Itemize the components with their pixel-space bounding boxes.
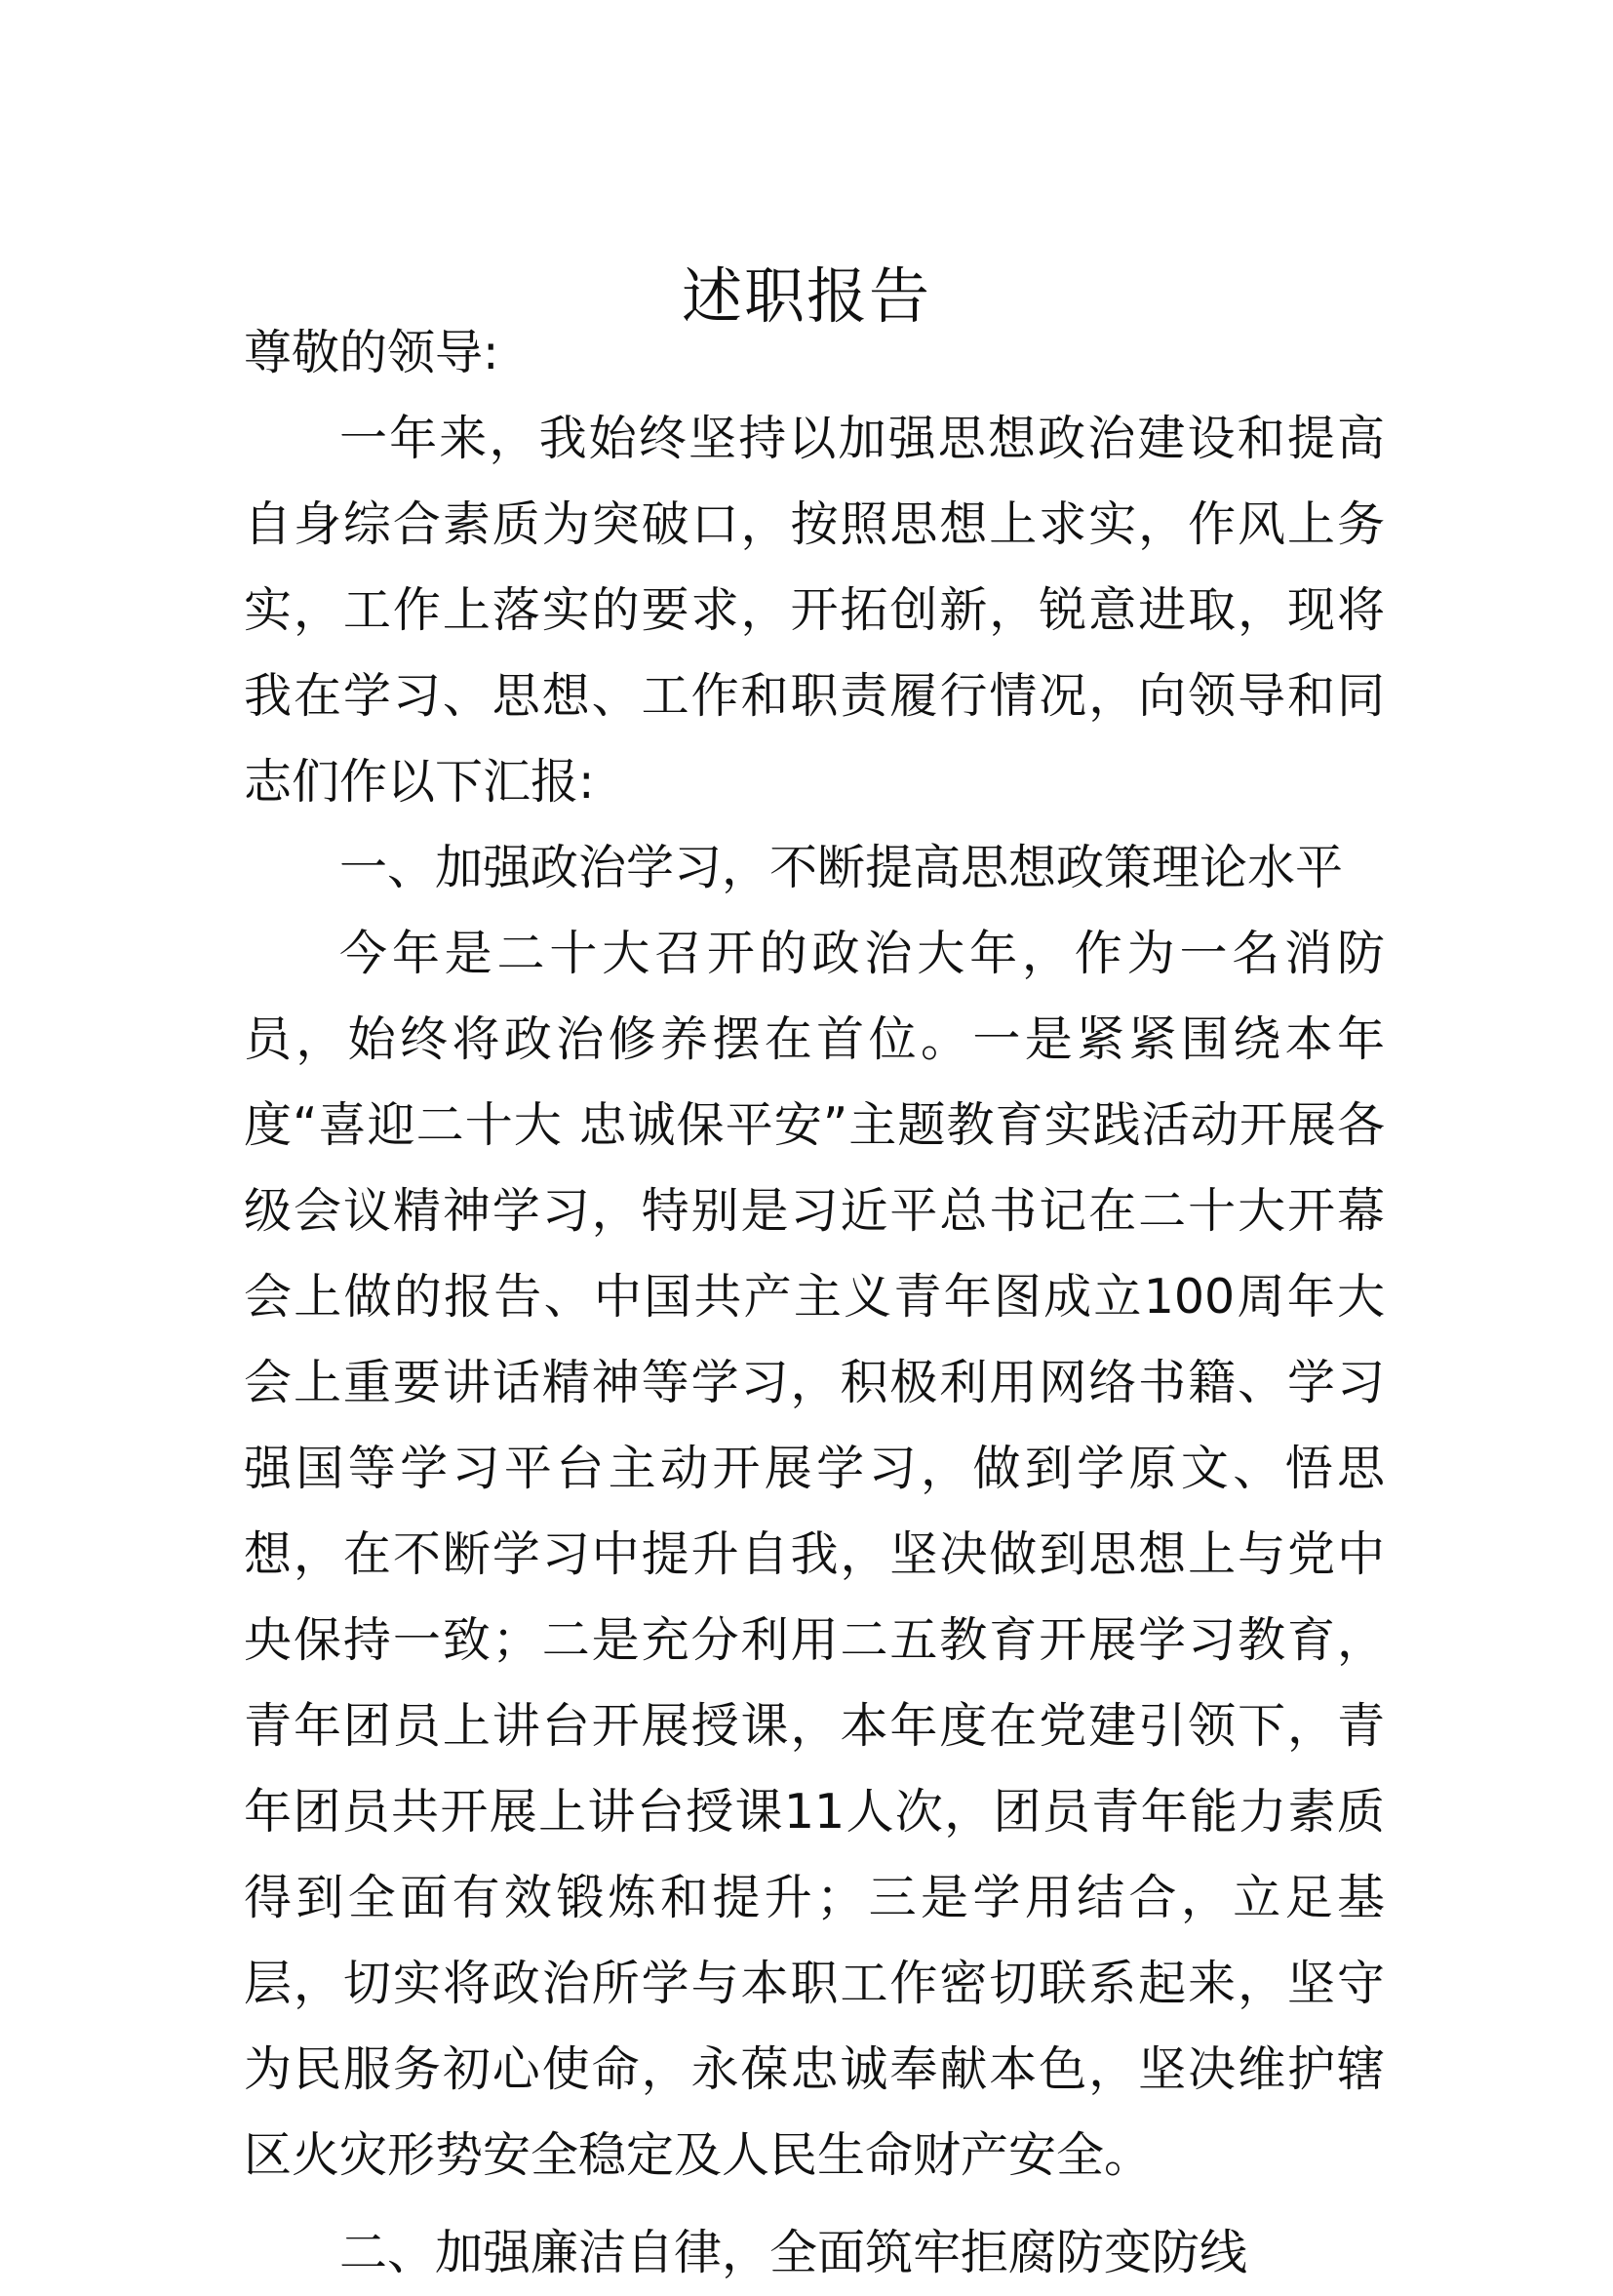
page-title: 述职报告: [681, 259, 931, 332]
paragraph-gap: [244, 2198, 1385, 2210]
section-2-heading: 二、加强廉洁自律，全面筑牢拒腐防变防线: [339, 2225, 1248, 2280]
intro-paragraph: 一年来，我始终坚持以加强思想政治建设和提高自身综合素质为突破口，按照思想上求实，作风上务实，工作上落实的要求，开拓创新，锐意进取，现将我在学习、思想、工作和职责履行情况，向领导和同志们作以下汇报:: [244, 411, 1385, 810]
section-1-paragraph: 今年是二十大召开的政治大年，作为一名消防员，始终将政治修养摆在首位。一是紧紧围绕本年度“喜迎二十大 忠诚保平安”主题教育实践活动开展各级会议精神学习，特别是习近平总书记在二十大开幕会上做的报告、中国共产主义青年图成立100周年大会上重要讲话精神等学习，积极利用网络书籍、学习强国等学习平台主动开展学习，做到学原文、悟思想，在不断学习中提升自我，坚决做到思想上与党中央保持一致；二是充分利用二五教育开展学习教育，青年团员上讲台开展授课，本年度在党建引领下，青年团员共开展上讲台授课11人次，团员青年能力素质得到全面有效锻炼和提升；三是学用结合，立足基层，切实将政治所学与本职工作密切联系起来，坚守为民服务初心使命，永葆忠诚奉献本色，坚决维护辖区火灾形势安全稳定及人民生命财产安全。: [244, 926, 1385, 2183]
section-1-heading: 一、加强政治学习，不断提高思想政策理论水平: [339, 840, 1344, 895]
document-body: [244, 310, 1385, 2296]
salutation: 尊敬的领导:: [244, 325, 499, 380]
